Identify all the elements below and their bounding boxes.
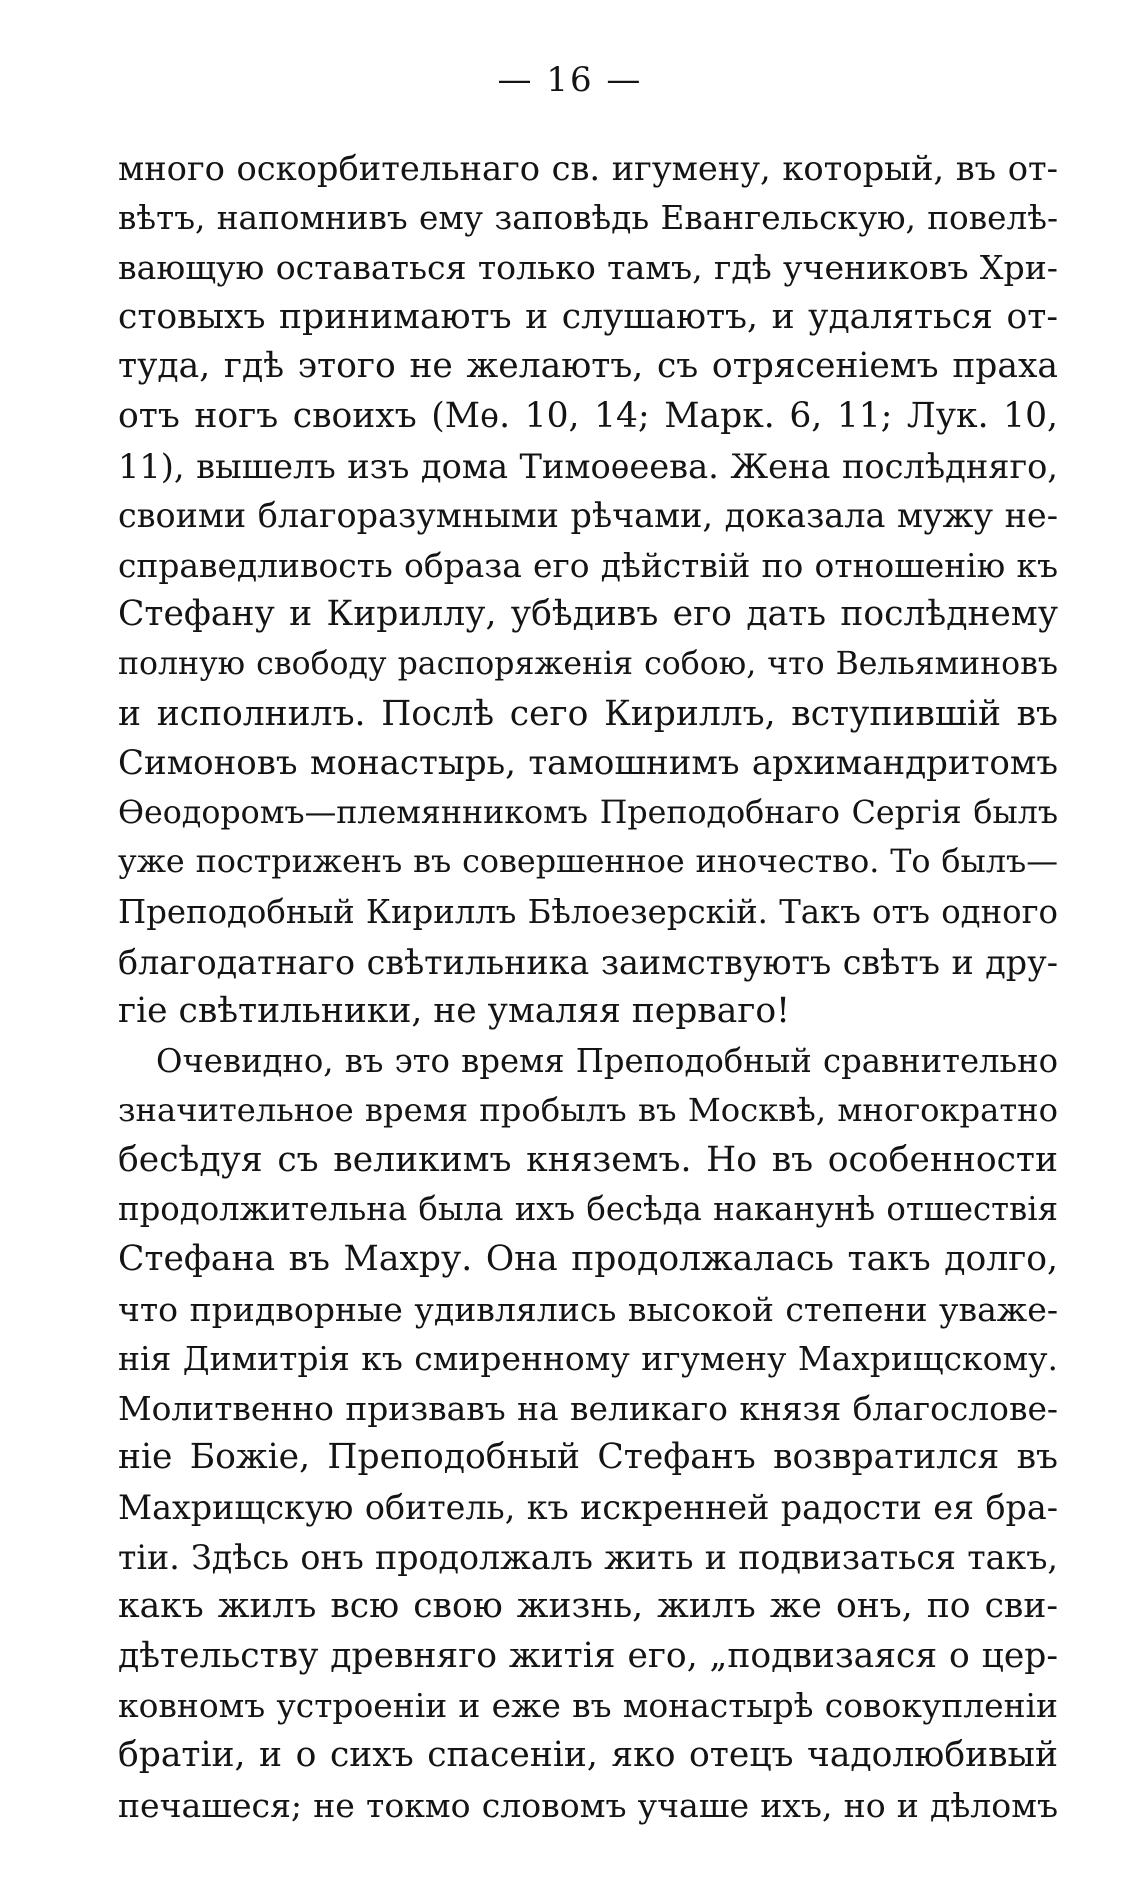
text-line: Ѳеодоромъ—племянникомъ Преподобнаго Сергія былъ — [118, 794, 1058, 831]
text-line: своими благоразумными рѣчами, доказала мужу не- — [118, 496, 1058, 536]
text-line: бесѣдуя съ великимъ княземъ. Но въ особенности — [118, 1139, 1058, 1180]
text-line: Стефана въ Махру. Она продолжалась такъ долго, — [118, 1239, 1058, 1280]
text-line: Преподобный Кириллъ Бѣлоезерскій. Такъ отъ одного — [118, 892, 1058, 931]
text-line: Стефану и Кириллу, убѣдивъ его дать послѣднему — [118, 594, 1058, 635]
text-line: тіи. Здѣсь онъ продолжалъ жить и подвизаться такъ, — [118, 1537, 1058, 1577]
text-line: 11), вышелъ изъ дома Тимоѳеева. Жена послѣдняго, — [118, 446, 1058, 486]
body-text — [118, 144, 1058, 1830]
page-number: — 16 — — [497, 60, 643, 100]
text-line: отъ ногъ своихъ (Мѳ. 10, 14; Марк. 6, 11; Лук. 10, — [118, 395, 1058, 436]
text-line: Махрищскую обитель, къ искренней радости ея бра- — [118, 1488, 1058, 1528]
text-line: стовыхъ принимаютъ и слушаютъ, и удаляться от- — [118, 296, 1058, 337]
text-line: нія Димитрія къ смиренному игумену Махрищскому. — [118, 1339, 1058, 1379]
text-line: вѣтъ, напомнивъ ему заповѣдь Евангельскую, повелѣ- — [118, 198, 1058, 237]
text-line: ковномъ устроеніи и еже въ монастырѣ совокупленіи — [118, 1686, 1058, 1726]
text-line: Молитвенно призвавъ на великаго князя благослове- — [118, 1388, 1058, 1428]
text-line: много оскорбительнаго св. игумену, который, въ от- — [118, 149, 1058, 188]
text-line: и исполнилъ. Послѣ сего Кириллъ, вступившій въ — [118, 693, 1058, 734]
paragraph-end-line: гіе свѣтильники, не умаляя перваго! — [118, 991, 790, 1032]
text-line: справедливость образа его дѣйствій по отношенію къ — [118, 545, 1058, 585]
text-line: что придворные удивлялись высокой степени уваже- — [118, 1289, 1058, 1329]
text-line: ніе Божіе, Преподобный Стефанъ возвратился въ — [118, 1437, 1058, 1478]
paragraph-start-line: Очевидно, въ это время Преподобный сравнительно — [156, 1041, 1058, 1080]
text-line: благодатнаго свѣтильника заимствуютъ свѣтъ и дру- — [118, 942, 1058, 982]
text-line: вающую оставаться только тамъ, гдѣ учениковъ Хри- — [118, 248, 1058, 288]
text-line: какъ жилъ всю свою жизнь, жилъ же онъ, по сви- — [118, 1586, 1058, 1627]
text-line: печашеся; не токмо словомъ учаше ихъ, но и дѣломъ — [118, 1785, 1058, 1825]
text-line: полную свободу распоряженія собою, что Вельяминовъ — [118, 645, 1058, 682]
text-line: значительное время пробылъ въ Москвѣ, многократно — [118, 1091, 1058, 1130]
text-line: братіи, и о сихъ спасеніи, яко отецъ чадолюбивый — [118, 1735, 1058, 1775]
text-line: Симоновъ монастырь, тамошнимъ архимандритомъ — [118, 743, 1058, 784]
text-line: продолжительна была ихъ бесѣда наканунѣ отшествія — [118, 1190, 1058, 1229]
text-line: дѣтельству древняго житія его, „подвизаяся о цер- — [118, 1635, 1058, 1676]
text-line: уже постриженъ въ совершенное иночество. То былъ— — [118, 844, 1058, 881]
text-line: туда, гдѣ этого не желаютъ, съ отрясеніемъ праха — [118, 346, 1058, 387]
